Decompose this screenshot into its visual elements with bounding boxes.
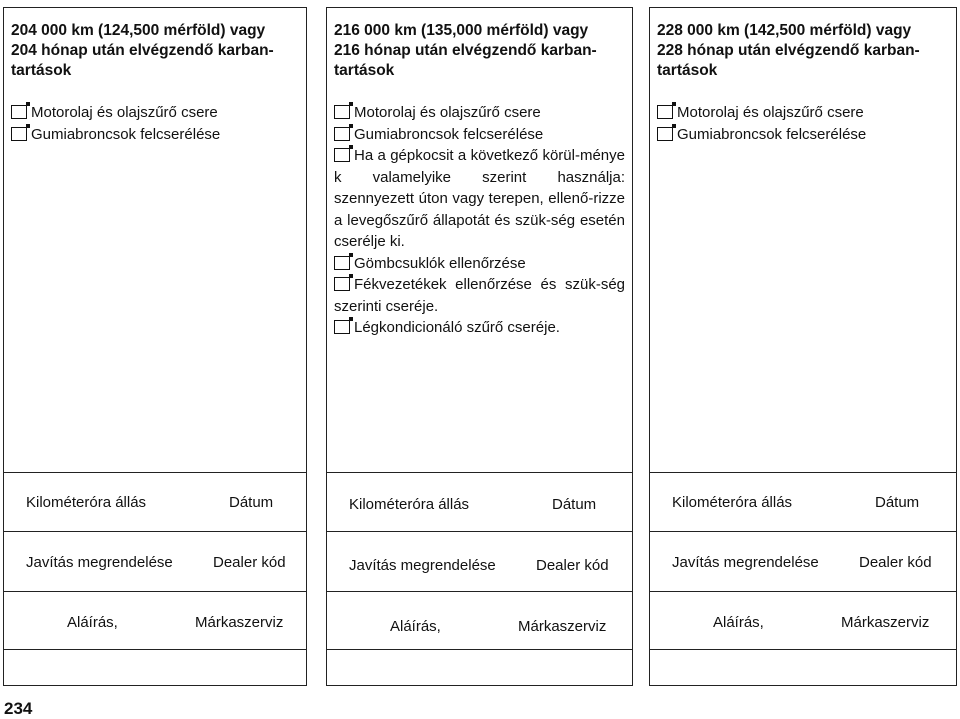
column-heading: 204 000 km (124,500 mérföld) vagy 204 hónap után elvégzendő karban- tartások bbox=[11, 22, 274, 79]
repair-order-dealer-row bbox=[650, 531, 956, 590]
dealer-code-label: Dealer kód bbox=[536, 557, 609, 574]
date-label: Dátum bbox=[229, 494, 274, 511]
checkbox-icon[interactable] bbox=[334, 127, 350, 141]
maintenance-item: Motorolaj és olajszűrő csere bbox=[657, 102, 949, 124]
maintenance-item: Gömbcsuklók ellenőrzése bbox=[334, 253, 625, 275]
dealer-code-label: Dealer kód bbox=[859, 554, 932, 571]
date-label: Dátum bbox=[875, 494, 920, 511]
brand-service-label: Márkaszerviz bbox=[841, 614, 930, 631]
repair-order-dealer-row bbox=[327, 531, 632, 590]
checkbox-icon[interactable] bbox=[11, 105, 27, 119]
brand-service-label: Márkaszerviz bbox=[195, 614, 284, 631]
brand-service-label: Márkaszerviz bbox=[518, 618, 607, 635]
signature-label: Aláírás, bbox=[67, 614, 118, 631]
repair-order-label: Javítás megrendelése bbox=[26, 554, 173, 571]
odometer-date-row bbox=[650, 472, 956, 531]
maintenance-item-list bbox=[657, 102, 949, 145]
maintenance-item: Gumiabroncsok felcserélése bbox=[11, 124, 299, 146]
maintenance-item-list bbox=[334, 102, 625, 339]
checkbox-icon[interactable] bbox=[334, 256, 350, 270]
odometer-label: Kilométeróra állás bbox=[26, 494, 147, 511]
odometer-label: Kilométeróra állás bbox=[349, 496, 470, 513]
maintenance-item-list bbox=[11, 102, 299, 145]
maintenance-item: Légkondicionáló szűrő cseréje. bbox=[334, 317, 625, 339]
dealer-code-label: Dealer kód bbox=[213, 554, 286, 571]
checkbox-icon[interactable] bbox=[657, 127, 673, 141]
maintenance-item: Gumiabroncsok felcserélése bbox=[657, 124, 949, 146]
repair-order-label: Javítás megrendelése bbox=[349, 557, 496, 574]
odometer-date-row bbox=[4, 472, 306, 531]
maintenance-item: Motorolaj és olajszűrő csere bbox=[11, 102, 299, 124]
signature-label: Aláírás, bbox=[390, 618, 441, 635]
maintenance-item: Motorolaj és olajszűrő csere bbox=[334, 102, 625, 124]
signature-label: Aláírás, bbox=[713, 614, 764, 631]
maintenance-item: Ha a gépkocsit a következő körül-ménye k valamelyike szerint használja: szennyezett úton vagy terepen, ellenő-rizze a levegőszűrő állapotát és szük-ség esetén cserélje ki. bbox=[334, 147, 625, 250]
repair-order-label: Javítás megrendelése bbox=[672, 554, 819, 571]
checkbox-icon[interactable] bbox=[334, 320, 350, 334]
odometer-date-row bbox=[327, 472, 632, 531]
maintenance-item: Fékvezetékek ellenőrzése és szük-ség szerinti cseréje. bbox=[334, 276, 625, 315]
column-heading: 216 000 km (135,000 mérföld) vagy 216 hónap után elvégzendő karban- tartások bbox=[334, 22, 597, 79]
checkbox-icon[interactable] bbox=[11, 127, 27, 141]
maintenance-column-216000 bbox=[326, 7, 633, 686]
page-number: 234 bbox=[4, 699, 33, 718]
signature-row bbox=[650, 591, 956, 650]
checkbox-icon[interactable] bbox=[334, 148, 350, 162]
odometer-label: Kilométeróra állás bbox=[672, 494, 793, 511]
signature-row bbox=[4, 591, 306, 650]
maintenance-column-228000 bbox=[649, 7, 957, 686]
column-heading: 228 000 km (142,500 mérföld) vagy 228 hónap után elvégzendő karban- tartások bbox=[657, 22, 920, 79]
date-label: Dátum bbox=[552, 496, 597, 513]
repair-order-dealer-row bbox=[4, 531, 306, 590]
maintenance-column-204000 bbox=[3, 7, 307, 686]
checkbox-icon[interactable] bbox=[334, 105, 350, 119]
maintenance-item: Gumiabroncsok felcserélése bbox=[334, 124, 625, 146]
signature-row bbox=[327, 591, 632, 650]
checkbox-icon[interactable] bbox=[657, 105, 673, 119]
checkbox-icon[interactable] bbox=[334, 277, 350, 291]
